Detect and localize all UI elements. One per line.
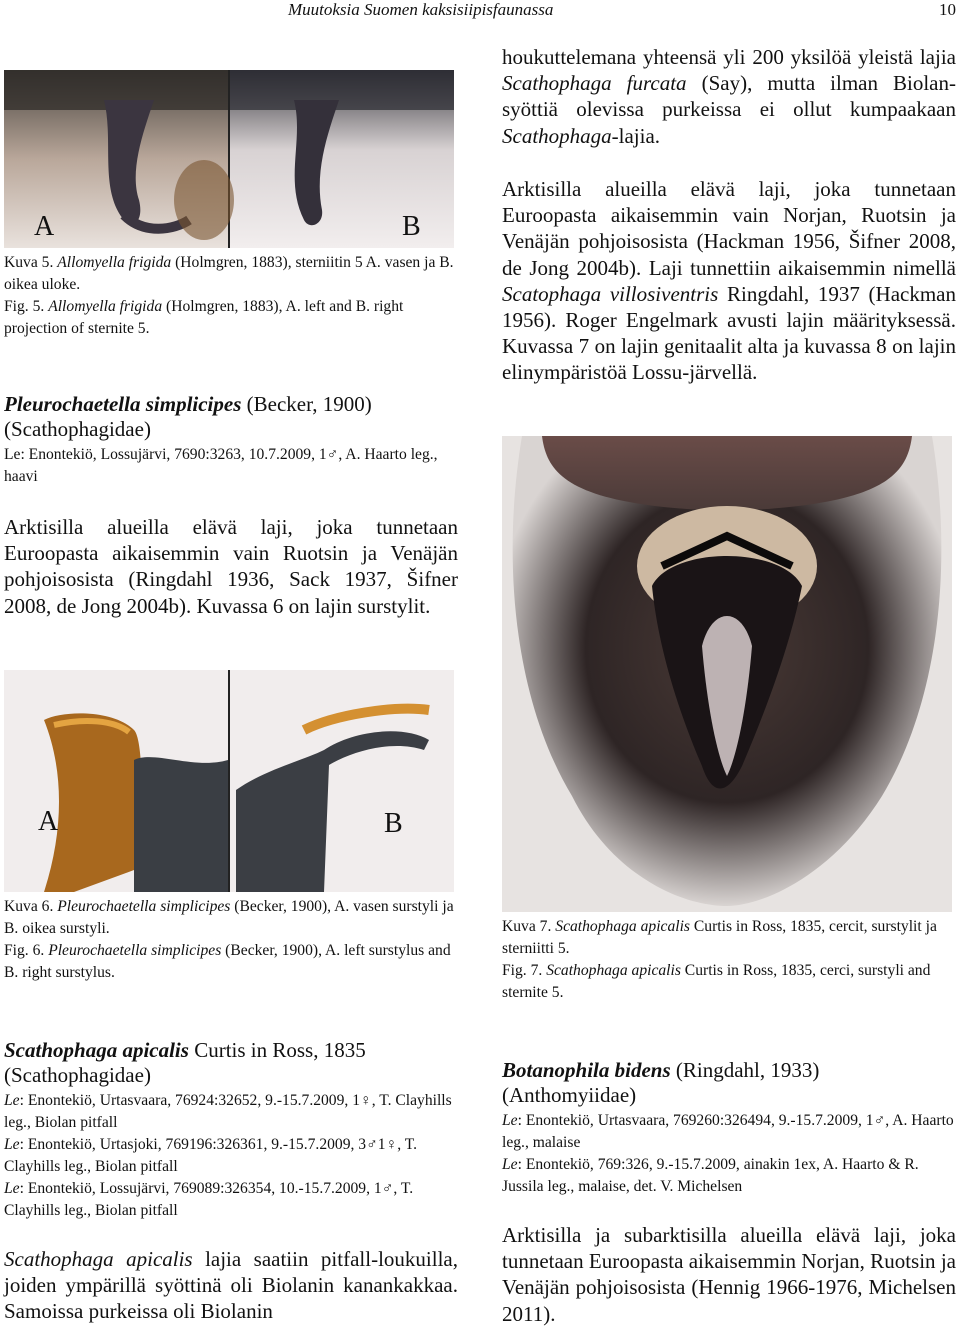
species-paragraph-scathophaga: Scathophaga apicalis lajia saatiin pitfall-loukuilla, joiden ympärillä syöttinä oli Biolanin kanankakkaa. Samoissa purkeissa oli Biolanin xyxy=(4,1247,458,1324)
page-number: 10 xyxy=(939,0,956,19)
species-entry-pleurochaetella xyxy=(4,392,458,488)
species-paragraph-botanophila: Arktisilla ja subarktisilla alueilla elävä laji, joka tunnetaan Euroopasta aikaisemmin Norjan, Ruotsin ja Venäjän pohjoisosista (Hennig 1966-1976, Michelsen 2011). xyxy=(502,1223,956,1326)
species-record: Le: Enontekiö, Urtasvaara, 769260:326494, 9.-15.7.2009, 1♂, A. Haarto leg., malaise xyxy=(502,1112,954,1151)
figure-7-image xyxy=(502,436,952,912)
figure-6-caption-fi: Kuva 6. Pleurochaetella simplicipes (Becker, 1900), A. vasen surstyli ja B. oikea surstyli. xyxy=(4,898,454,937)
species-heading: Botanophila bidens (Ringdahl, 1933) (Anthomyiidae) xyxy=(502,1058,820,1107)
figure-7-photo xyxy=(502,436,952,912)
species-paragraph-scathophaga-distribution: Arktisilla alueilla elävä laji, joka tunnetaan Euroopasta aikaisemmin vain Norjan, Ruotsin ja Venäjän pohjoisosista (Hackman 1956, Šifner 2008, de Jong 2004b). Laji tunnettiin aikaisemmin nimellä Scatophaga villosiventris Ringdahl, 1937 (Hackman 1956). Roger Engelmark avusti lajin määrityksessä. Kuvassa 7 on lajin genitaalit alta ja kuvassa 8 on lajin elinympäristöä Lossu-järvellä. xyxy=(502,177,956,385)
figure-6-caption-en: Fig. 6. Pleurochaetella simplicipes (Becker, 1900), A. left surstylus and B. right surstylus. xyxy=(4,942,451,981)
species-record: Le: Enontekiö, Urtasjoki, 769196:326361, 9.-15.7.2009, 3♂1♀, T. Clayhills leg., Biolan pitfall xyxy=(4,1136,418,1175)
figure-6-caption xyxy=(4,896,458,984)
species-entry-botanophila xyxy=(502,1058,956,1198)
species-record: Le: Enontekiö, Lossujärvi, 7690:3263, 10.7.2009, 1♂, A. Haarto leg., haavi xyxy=(4,446,438,485)
figure-5-image xyxy=(4,70,454,248)
running-header xyxy=(0,0,960,24)
figure-6-label-a: A xyxy=(38,806,59,837)
figure-5-caption xyxy=(4,252,458,340)
species-paragraph-pleurochaetella: Arktisilla alueilla elävä laji, joka tunnetaan Euroopasta aikaisemmin vain Ruotsin ja Venäjän pohjoisosista (Ringdahl 1936, Sack 1937, Šifner 2008, de Jong 2004b). Kuvassa 6 on lajin surstylit. xyxy=(4,515,458,618)
species-heading: Scathophaga apicalis Curtis in Ross, 1835 (Scathophagidae) xyxy=(4,1038,366,1087)
figure-6-image xyxy=(4,670,454,892)
species-record: Le: Enontekiö, 769:326, 9.-15.7.2009, ainakin 1ex, A. Haarto & R. Jussila leg., malaise, det. V. Michelsen xyxy=(502,1156,919,1195)
figure-7-caption-fi: Kuva 7. Scathophaga apicalis Curtis in Ross, 1835, cercit, surstylit ja sterniitti 5. xyxy=(502,918,937,957)
journal-title: Muutoksia Suomen kaksisiipisfaunassa xyxy=(288,0,554,19)
figure-6-photo xyxy=(4,670,454,892)
species-record: Le: Enontekiö, Lossujärvi, 769089:326354, 10.-15.7.2009, 1♂, T. Clayhills leg., Biolan pitfall xyxy=(4,1180,414,1219)
figure-5-caption-en: Fig. 5. Allomyella frigida (Holmgren, 1883), A. left and B. right projection of sternite 5. xyxy=(4,298,404,337)
species-heading: Pleurochaetella simplicipes (Becker, 1900) (Scathophagidae) xyxy=(4,392,372,441)
figure-5-label-b: B xyxy=(402,211,421,242)
paragraph-continued: houkuttelemana yhteensä yli 200 yksilöä yleistä lajia Scathophaga furcata (Say), mutta ilman Biolan-syöttiä olevissa purkeissa ei ollut kumpaakaan Scathophaga-lajia. xyxy=(502,45,956,148)
figure-5-label-a: A xyxy=(34,211,55,242)
figure-7-caption xyxy=(502,916,956,1004)
species-entry-scathophaga xyxy=(4,1038,458,1222)
species-record: Le: Enontekiö, Urtasvaara, 76924:32652, 9.-15.7.2009, 1♀, T. Clayhills leg., Biolan pitfall xyxy=(4,1092,452,1131)
figure-7-caption-en: Fig. 7. Scathophaga apicalis Curtis in Ross, 1835, cerci, surstyli and sternite 5. xyxy=(502,962,931,1001)
figure-5-photo xyxy=(4,70,454,248)
figure-6-label-b: B xyxy=(384,808,403,839)
figure-5-caption-fi: Kuva 5. Allomyella frigida (Holmgren, 1883), sterniitin 5 A. vasen ja B. oikea uloke. xyxy=(4,254,454,293)
